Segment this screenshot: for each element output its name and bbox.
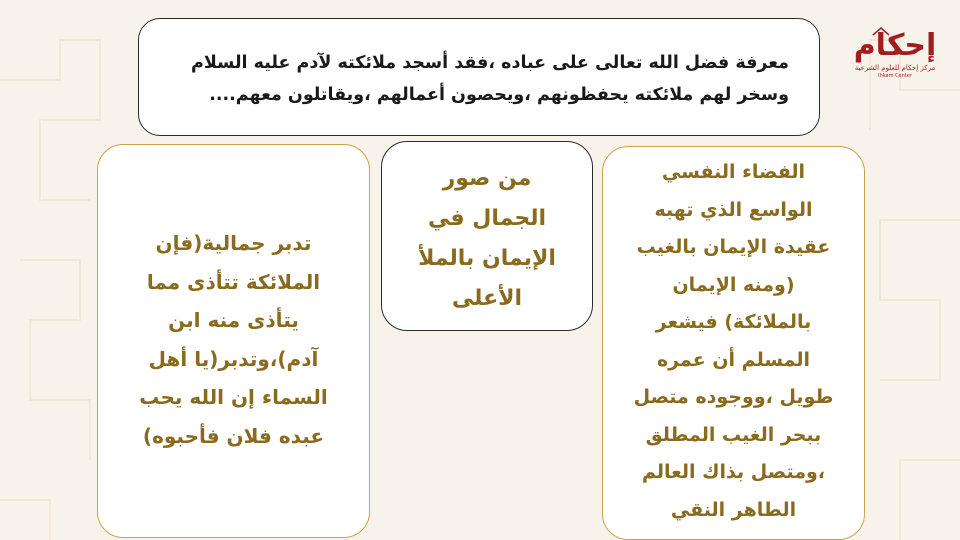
left-card-line: الملائكة تتأذى مما <box>146 269 321 294</box>
right-card-line: الطاهر النقي <box>670 498 797 521</box>
intro-line-2: وسخر لهم ملائكته يحفظونهم ،ويحصون أعمالهم ،ويقاتلون معهم.... <box>209 85 789 105</box>
roof-icon <box>872 26 890 36</box>
right-card-line: المسلم أن عمره <box>656 348 811 371</box>
left-card-line: آدم)،وتدبر(يا أهل <box>148 346 319 371</box>
right-card-line: ،ومتصل بذاك العالم <box>641 461 826 483</box>
left-card-line: يتأذى منه ابن <box>168 308 299 332</box>
left-card-line: تدبر جمالية(فإن <box>155 231 312 255</box>
right-card-line: الواسع الذي تهبه <box>654 198 813 221</box>
logo-subtitle-latin: Ihkam Center <box>878 73 912 79</box>
right-text-card <box>602 146 865 540</box>
left-card-line: عبده فلان فأحبوه) <box>142 423 325 448</box>
logo-subtitle: مركز إحكام للعلوم الشرعية <box>854 64 936 72</box>
center-title-line: من صور <box>442 166 532 191</box>
logo-wordmark: إحكام <box>853 28 937 63</box>
center-logo <box>850 22 940 102</box>
intro-line-1: معرفة فضل الله تعالى على عباده ،فقد أسجد ملائكته لآدم عليه السلام <box>191 53 789 73</box>
right-card-line: بالملائكة) فيشعر <box>655 311 812 333</box>
right-card-line: طويل ،ووجوده متصل <box>633 386 834 408</box>
right-card-line: الفضاء النفسي <box>661 161 806 183</box>
right-card-line: عقيدة الإيمان بالغيب <box>636 236 831 258</box>
center-title-card <box>381 141 593 331</box>
center-title-line: الأعلى <box>451 286 523 311</box>
left-text-card <box>97 144 370 538</box>
center-title-line: الإيمان بالملأ <box>418 246 556 271</box>
center-title-line: الجمال في <box>427 206 547 231</box>
right-card-line: ببحر الغيب المطلق <box>645 423 822 446</box>
intro-text-box <box>138 18 820 136</box>
left-card-line: السماء إن الله يحب <box>139 385 328 409</box>
right-card-line: (ومنه الإيمان <box>672 273 795 296</box>
